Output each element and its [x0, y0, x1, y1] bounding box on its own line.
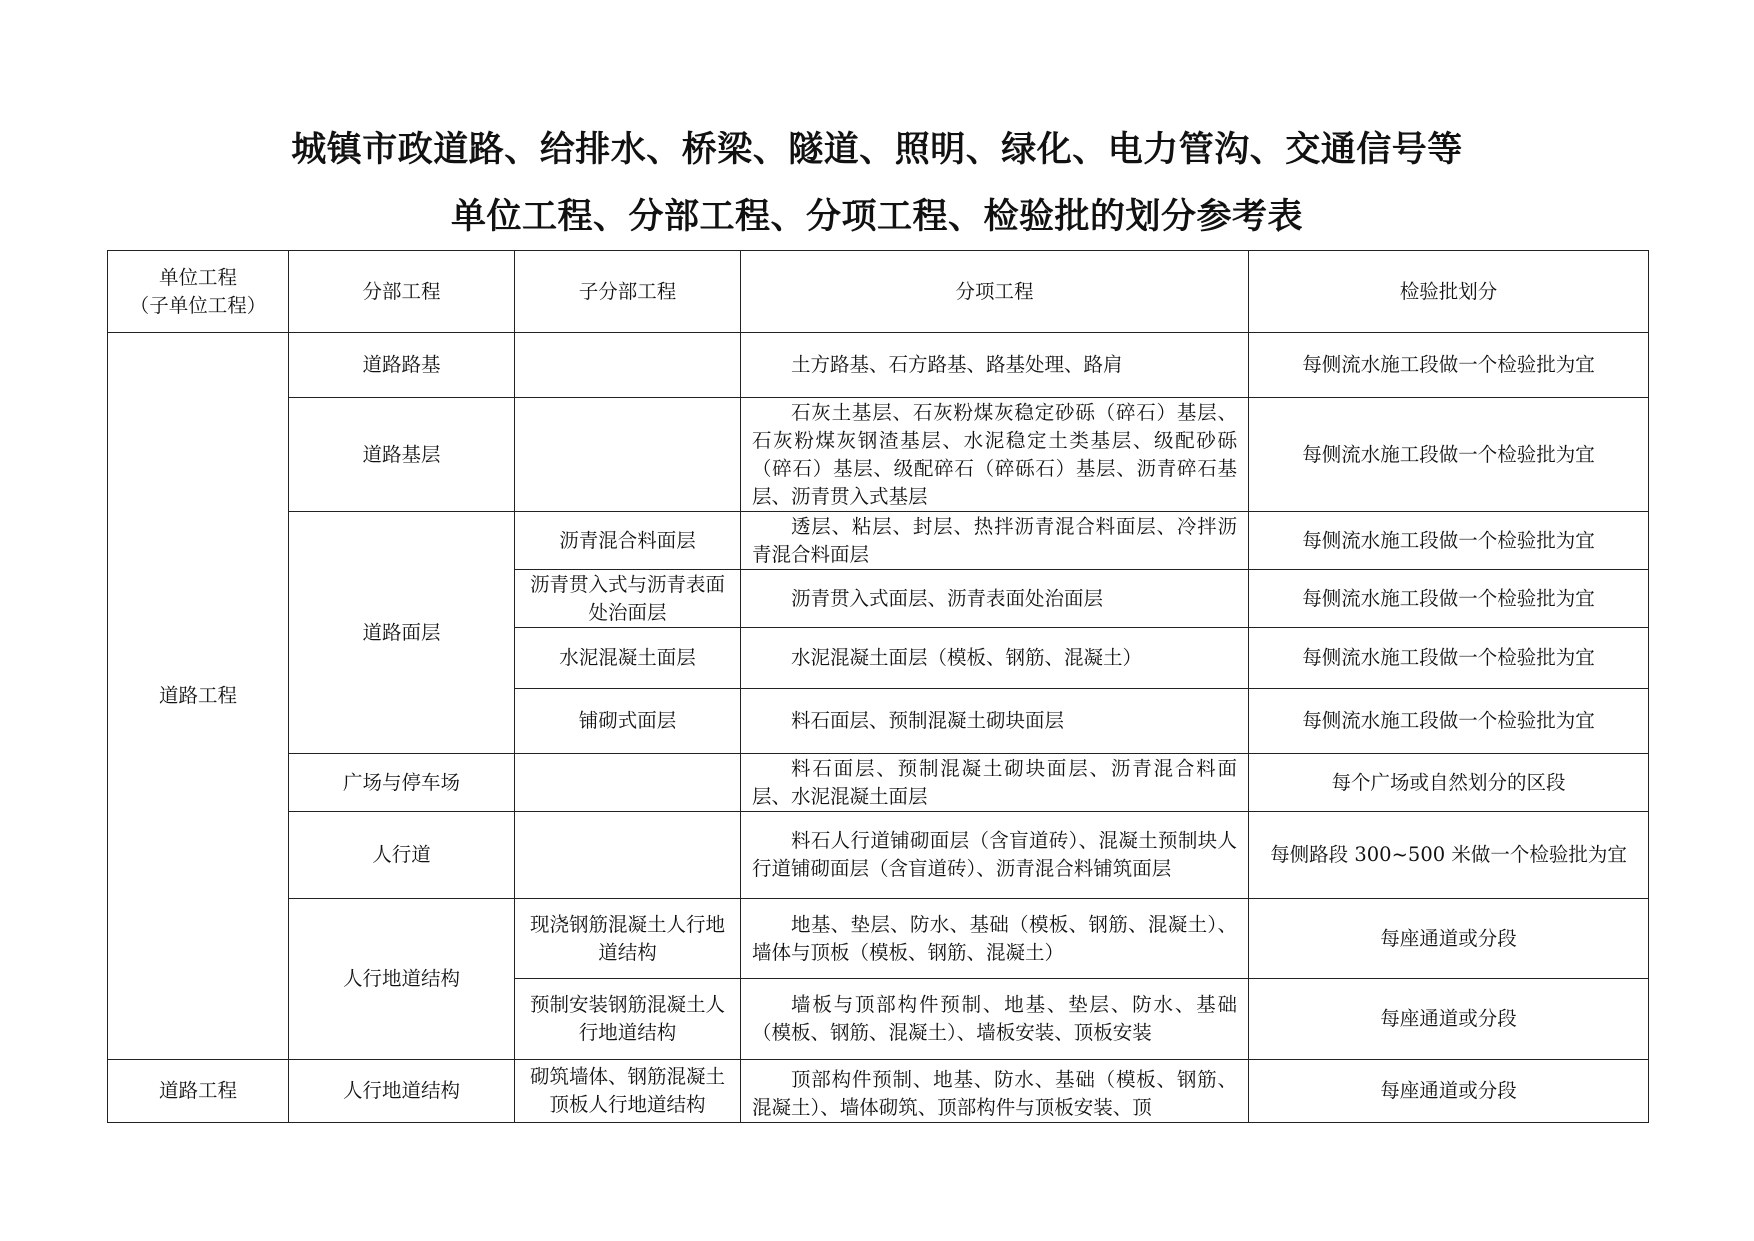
division-cell: 道路基层	[289, 398, 515, 512]
sub-division-cell: 预制安装钢筋混凝土人行地道结构	[515, 979, 741, 1060]
sub-division-cell	[515, 812, 741, 899]
table-row	[108, 899, 1649, 979]
item-cell: 墙板与顶部构件预制、地基、垫层、防水、基础（模板、钢筋、混凝土）、墙板安装、顶板安装	[741, 979, 1249, 1060]
division-cell: 道路面层	[289, 512, 515, 754]
item-cell	[741, 1060, 1249, 1123]
header-division: 分部工程	[289, 251, 515, 333]
table-row	[108, 512, 1649, 570]
division-cell: 人行道	[289, 812, 515, 899]
division-cell: 人行地道结构	[289, 1060, 515, 1123]
item-cell: 料石面层、预制混凝土砌块面层、沥青混合料面层、水泥混凝土面层	[741, 754, 1249, 812]
header-item: 分项工程	[741, 251, 1249, 333]
unit-cell: 道路工程	[108, 1060, 289, 1123]
sub-division-cell	[515, 333, 741, 398]
item-cell: 透层、粘层、封层、热拌沥青混合料面层、冷拌沥青混合料面层	[741, 512, 1249, 570]
item-cell: 土方路基、石方路基、路基处理、路肩	[741, 333, 1249, 398]
sub-division-cell: 铺砌式面层	[515, 689, 741, 754]
sub-division-cell: 沥青混合料面层	[515, 512, 741, 570]
inspection-cell: 每侧流水施工段做一个检验批为宜	[1249, 689, 1649, 754]
division-reference-table	[107, 250, 1649, 1123]
header-unit-line-1: 单位工程	[158, 265, 237, 289]
table-row	[108, 812, 1649, 899]
inspection-cell: 每座通道或分段	[1249, 899, 1649, 979]
header-sub-division: 子分部工程	[515, 251, 741, 333]
document-title-line-2: 单位工程、分部工程、分项工程、检验批的划分参考表	[450, 197, 1303, 237]
header-unit-line-2: （子单位工程）	[129, 293, 267, 317]
inspection-cell: 每座通道或分段	[1249, 1060, 1649, 1123]
item-cell: 料石面层、预制混凝土砌块面层	[741, 689, 1249, 754]
inspection-cell: 每个广场或自然划分的区段	[1249, 754, 1649, 812]
sub-division-cell: 水泥混凝土面层	[515, 628, 741, 689]
item-cell: 料石人行道铺砌面层（含盲道砖）、混凝土预制块人行道铺砌面层（含盲道砖）、沥青混合料铺筑面层	[741, 812, 1249, 899]
table-header-row	[108, 251, 1649, 333]
item-cell: 沥青贯入式面层、沥青表面处治面层	[741, 570, 1249, 628]
item-cell-text: 顶部构件预制、地基、防水、基础（模板、钢筋、混凝土）、墙体砌筑、顶部构件与顶板安装、顶	[752, 1068, 1237, 1119]
division-cell: 广场与停车场	[289, 754, 515, 812]
table-row	[108, 754, 1649, 812]
inspection-cell: 每侧流水施工段做一个检验批为宜	[1249, 512, 1649, 570]
sub-division-cell: 沥青贯入式与沥青表面处治面层	[515, 570, 741, 628]
table-row	[108, 398, 1649, 512]
item-cell: 水泥混凝土面层（模板、钢筋、混凝土）	[741, 628, 1249, 689]
inspection-cell: 每座通道或分段	[1249, 979, 1649, 1060]
table-row	[108, 333, 1649, 398]
sub-division-cell	[515, 754, 741, 812]
item-cell: 石灰土基层、石灰粉煤灰稳定砂砾（碎石）基层、石灰粉煤灰钢渣基层、水泥稳定土类基层、级配砂砾（碎石）基层、级配碎石（碎砾石）基层、沥青碎石基层、沥青贯入式基层	[741, 398, 1249, 512]
sub-division-cell: 现浇钢筋混凝土人行地道结构	[515, 899, 741, 979]
unit-cell: 道路工程	[108, 333, 289, 1060]
table-row	[108, 1060, 1649, 1123]
inspection-cell: 每侧流水施工段做一个检验批为宜	[1249, 398, 1649, 512]
sub-division-cell	[515, 398, 741, 512]
sub-division-cell: 砌筑墙体、钢筋混凝土顶板人行地道结构	[515, 1060, 741, 1123]
inspection-cell: 每侧路段 300~500 米做一个检验批为宜	[1249, 812, 1649, 899]
division-cell: 道路路基	[289, 333, 515, 398]
division-cell: 人行地道结构	[289, 899, 515, 1060]
document-title-line-1: 城镇市政道路、给排水、桥梁、隧道、照明、绿化、电力管沟、交通信号等	[291, 130, 1463, 170]
header-unit	[108, 251, 289, 333]
item-cell: 地基、垫层、防水、基础（模板、钢筋、混凝土）、墙体与顶板（模板、钢筋、混凝土）	[741, 899, 1249, 979]
inspection-cell: 每侧流水施工段做一个检验批为宜	[1249, 570, 1649, 628]
header-inspection: 检验批划分	[1249, 251, 1649, 333]
inspection-cell: 每侧流水施工段做一个检验批为宜	[1249, 333, 1649, 398]
inspection-cell: 每侧流水施工段做一个检验批为宜	[1249, 628, 1649, 689]
